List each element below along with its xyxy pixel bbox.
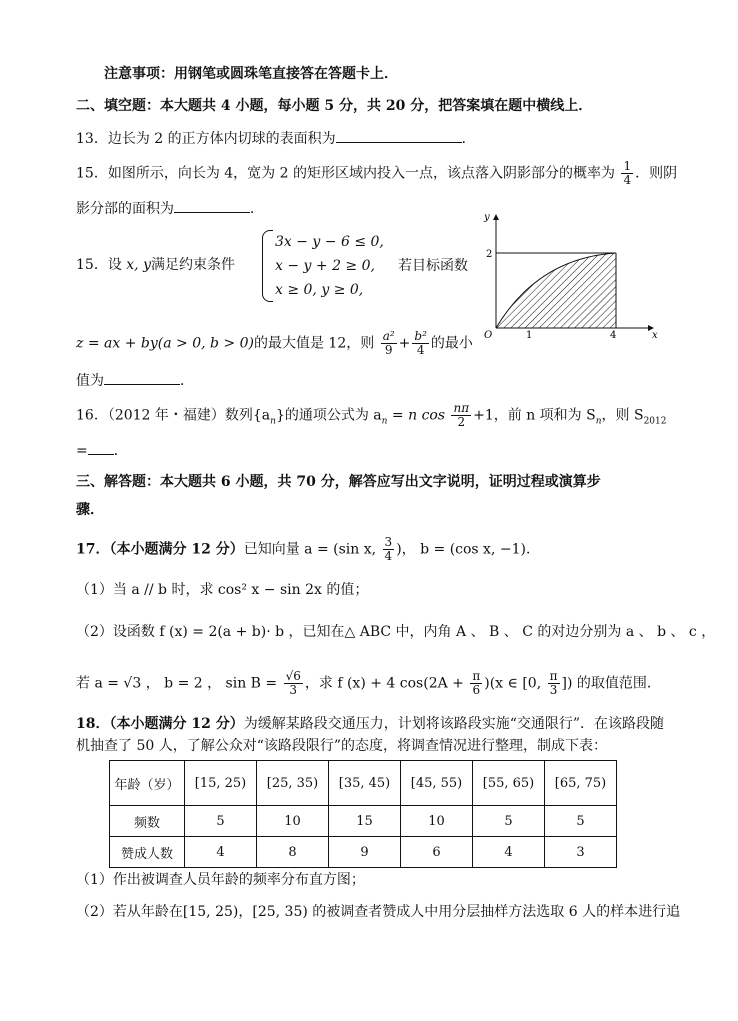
table-cell: 8 — [257, 837, 329, 868]
table-cell: [15, 25) — [185, 761, 257, 806]
table-cell: 10 — [401, 806, 473, 837]
table-cell: 4 — [473, 837, 545, 868]
svg-text:1: 1 — [526, 330, 533, 341]
question-15b-objective: z = ax + by(a > 0, b > 0)的最大值是 12，则 $\frac{\text{a²}}{9}$ + $\frac{\text{b²}}{4}$ 的最小 — [76, 329, 473, 357]
question-18-line2: 机抽查了 50 人，了解公众对“该路段限行”的态度，将调查情况进行整理，制成下表： — [76, 738, 608, 754]
section-3-heading: 三、解答题：本大题共 6 小题，共 70 分，解答应写出文字说明，证明过程或演算步 — [76, 474, 601, 490]
svg-text:x: x — [652, 330, 658, 341]
table-cell: [35, 45) — [329, 761, 401, 806]
question-15a-line2: 影分部的面积为 ． — [76, 198, 264, 219]
svg-text:2: 2 — [486, 249, 493, 260]
question-17-part1: （1）当 a // b 时，求 cos² x − sin 2x 的值； — [76, 582, 369, 598]
table-cell: [65, 75) — [545, 761, 617, 806]
table-cell: 4 — [185, 837, 257, 868]
answer-blank[interactable] — [104, 370, 180, 385]
question-17-line1: 17．（本小题满分 12 分）已知向量 a = (sin x, $\frac{3}{4}$ )， b = (cos x, −1)． — [76, 535, 540, 563]
table-cell: 6 — [401, 837, 473, 868]
answer-blank[interactable] — [174, 198, 250, 213]
svg-text:4: 4 — [610, 330, 617, 341]
table-cell: [55, 65) — [473, 761, 545, 806]
question-15b-lead: 15．设 x, y满足约束条件 — [76, 257, 235, 273]
table-row — [110, 837, 617, 868]
svg-text:O: O — [484, 330, 493, 341]
constraint-2: x − y + 2 ≥ 0, — [275, 258, 375, 274]
question-15a-line1: 15．如图所示，向长为 4，宽为 2 的矩形区域内投入一点，该点落入阴影部分的概率为 $\frac{1}{4}$ ．则阴 — [76, 159, 678, 187]
section-2-heading: 二、填空题：本大题共 4 小题，每小题 5 分，共 20 分，把答案填在题中横线上． — [76, 98, 593, 114]
svg-text:y: y — [484, 212, 490, 223]
constraint-1: 3x − y − 6 ≤ 0, — [275, 234, 384, 250]
table-cell: 15 — [329, 806, 401, 837]
table-cell: 10 — [257, 806, 329, 837]
system-brace — [262, 230, 273, 302]
table-header-row — [110, 761, 617, 806]
table-cell: 9 — [329, 837, 401, 868]
question-16-answer: = ． — [76, 440, 128, 461]
table-cell: 5 — [185, 806, 257, 837]
table-cell: 3 — [545, 837, 617, 868]
table-row — [110, 806, 617, 837]
notice: 注意事项：用钢笔或圆珠笔直接答在答题卡上． — [104, 66, 398, 82]
question-17-part2-cont: 若 a = √3 ， b = 2 ， sin B = $\frac{√6}{3}$ ，求 f (x) + 4 cos(2A + $\frac{\pi}{6}$ )(x ∈ [0, $\frac{\pi}{3}$ ]) 的取值范围． — [76, 669, 661, 697]
fraction: $\frac{1}{4}$ — [623, 159, 632, 187]
table-cell: [45, 55) — [401, 761, 473, 806]
table-cell: 5 — [545, 806, 617, 837]
answer-blank[interactable] — [336, 128, 462, 143]
question-16: 16．（2012 年・福建）数列$\{a_n\}$的通项公式为 $a_n = n$ cos $\frac{n\pi}{2}$ +1，前 n 项和为 $S_n$，则 $S_{2012}$ — [76, 401, 667, 429]
table-cell: [25, 35) — [257, 761, 329, 806]
question-15b-answer: 值为 ． — [76, 370, 194, 391]
question-17-part2: （2）设函数 f (x) = 2(a + b)· b ，已知在△ ABC 中，内角 A 、 B 、 C 的对边分别为 a 、 b 、 c ， — [76, 624, 716, 640]
region-graph — [478, 212, 658, 342]
answer-blank[interactable] — [88, 440, 114, 455]
question-18-part1: （1）作出被调查人员年龄的频率分布直方图； — [76, 872, 365, 888]
table-cell: 赞成人数 — [110, 837, 185, 868]
section-3-heading-cont: 骤． — [76, 502, 104, 518]
shaded-region — [496, 253, 616, 328]
constraint-3: x ≥ 0, y ≥ 0, — [275, 282, 364, 298]
question-18-line1: 18．（本小题满分 12 分）为缓解某路段交通压力，计划将该路段实施“交通限行”．在该路段随 — [76, 716, 665, 732]
table-cell: 频数 — [110, 806, 185, 837]
question-13: 13．边长为 2 的正方体内切球的表面积为 ． — [76, 128, 476, 149]
table-cell: 年龄（岁） — [110, 761, 185, 806]
survey-table — [109, 760, 617, 868]
table-cell: 5 — [473, 806, 545, 837]
question-15b-tail: 若目标函数 — [398, 258, 468, 274]
question-18-part2: （2）若从年龄在[15, 25)，[25, 35) 的被调查者赞成人中用分层抽样方法选取 6 人的样本进行追 — [76, 904, 681, 920]
